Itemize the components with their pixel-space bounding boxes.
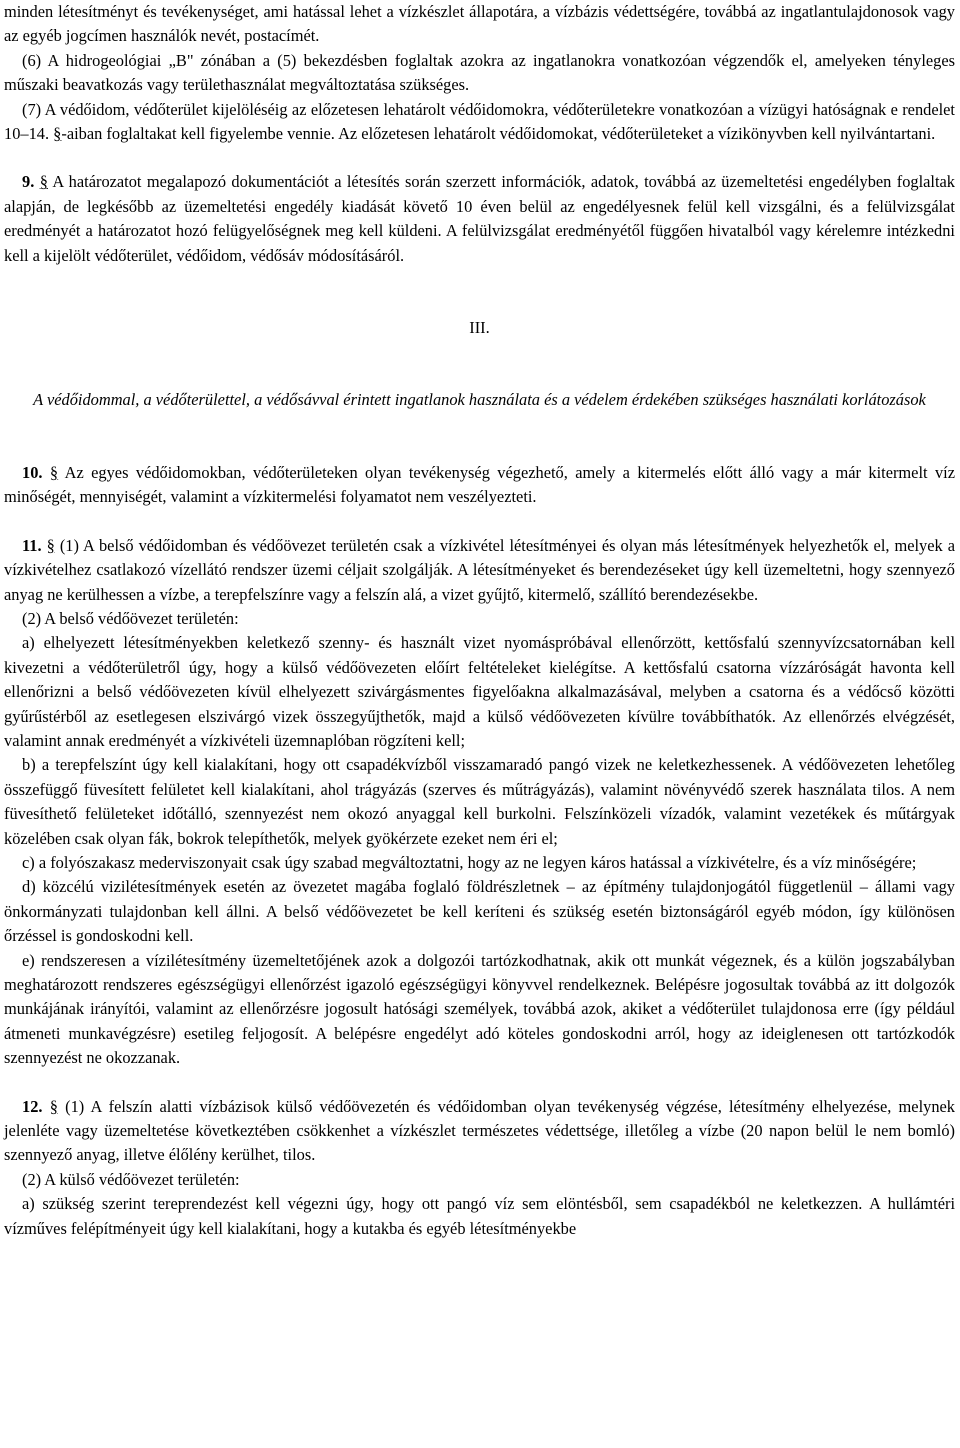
paragraph-7-text-a: (7) A védőidom, védőterület kijelöléséig az előzetesen lehatárolt védőidomokra, védőterületekre vonatkozóan a vízügyi hatóságnak e rendelet 10–14.: [4, 99, 955, 144]
section-12-text: (1) A felszín alatti vízbázisok külső védőövezetén és védőidomban olyan tevékenység végzése, létesítmény elhelyezése, melynek jelenléte vagy üzemeltetése következtében csökkenhet a vízkészlet természetes védettsége, illetőleg a vízbe (20 napon belül le nem bomló) szennyező anyag, illetve élőlény kerülhet, tilos.: [4, 1096, 955, 1165]
chapter-title: A védőidommal, a védőterülettel, a védősávval érintett ingatlanok használata és a védelem érdekében szükséges használati korlátozások: [33, 390, 926, 410]
section-11: [4, 534, 955, 607]
section-12-paragraph-2: (2) A külső védőövezet területén:: [22, 1169, 240, 1189]
paragraph-continuation: minden létesítményt és tevékenységet, ami hatással lehet a vízkészlet állapotára, a vízbázis védettségére, továbbá az ingatlantulajdonosok vagy az egyéb jogcímen használók nevét, postacímét.: [4, 2, 955, 46]
section-11-text: (1) A belső védőidomban és védőövezet területén csak a vízkivétel létesítményei és olyan más létesítmények helyezhetők el, melyek a vízkivételhez csatlakozó vízellátó rendszer üzemi céljait szolgálják. A létesítményeket és berendezéseket úgy kell üzemeltetni, hogy szennyező anyag ne kerülhessen a vízbe, a terepfelszínre vagy a felszín alá, a vizet gyűjtő, kitermelő, szállító berendezésekbe.: [4, 535, 956, 604]
paragraph-7: [4, 98, 955, 147]
section-10-text: Az egyes védőidomokban, védőterületeken olyan tevékenység végezhető, amely a kitermelés előtt álló vagy a már kitermelt víz minőségét, mennyiségét, valamint a vízkitermelési folyamatot nem veszélyezteti.: [4, 462, 955, 507]
section-9-text: A határozatot megalapozó dokumentációt a létesítés során szerzett információk, adatok, továbbá az üzemeltetési engedélyben foglaltak alapján, de legkésőbb az üzemeltetési engedély kiadását követő 10 éven belül az engedélyesnek felül kell vizsgálni, és a felülvizsgálat eredményét a határozatot hozó felügyelőségnek meg kell küldeni. A felülvizsgálat eredményétől függően hivatalból vagy kérelemre intézkedni kell a kijelölt védőterület, védőidom, védősáv módosításáról.: [4, 172, 956, 265]
section-10-number: 10.: [22, 462, 43, 482]
section-11-item-e: e) rendszeresen a vízilétesítmény üzemeltetőjének azok a dolgozói tartózkodhatnak, akik ott munkát végeznek, és a külön jogszabályban meghatározott rendszeres egészségügyi ellenőrzést igazoló egészségügyi könyvvel rendelkeznek. Belépésre jogosultak továbbá az itt dolgozók munkájának irányítói, valamint az ellenőrzésre jogosult hatósági személyek, továbbá azok, akiket a védőterület tulajdonosa erre (így például átmeneti munkavégzésre) esetileg feljogosít. A belépésre engedélyt adó köteles gondoskodni arról, hogy az ideiglenesen ott tartózkodók szennyezést ne okozzanak.: [4, 950, 955, 1068]
section-10: [4, 461, 955, 510]
section-11-paragraph-2: (2) A belső védőövezet területén:: [22, 608, 239, 628]
section-11-item-a: a) elhelyezett létesítményekben keletkező szenny- és használt vizet nyomáspróbával ellenőrzött, kettősfalú szennyvízcsatornában kell kivezetni a védőterületről úgy, hogy a külső védőövezeten előírt feltételeket kielégítse. A kettősfalú csatorna vízzáróságát havonta kell ellenőrizni a belső védőövezeten kívül elhelyezett szivárgásmentes figyelőakna alkalmazásával, melyben a csatorna és a védőcső közötti gyűrűstérből az esetlegesen elszivárgó vizek összegyűjthetők, majd a külső védőövezeten kívülre továbbíthatók. Az ellenőrzés elvégzését, valamint annak eredményét a vízkivételi üzemnaplóban rögzíteni kell;: [4, 633, 955, 750]
chapter-heading: III.: [469, 318, 490, 338]
section-11-item-b: b) a terepfelszínt úgy kell kialakítani, hogy ott csapadékvízből visszamaradó pangó vizek ne keletkezhessenek. A védőövezeten lehetőleg összefüggő füvesített felületet kell kialakítani, ahol trágyázás (szerves és műtrágyázás), valamint növényvédő szerek használata tilos. A nem füvesíthető felületeket időtálló, szennyezést nem okozó anyaggal kell burkolni. Felszínközeli vízadók, valamint vezetékek és műtárgyak közelében csak olyan fák, bokrok telepíthetők, melyek gyökérzete ezeket nem éri el;: [4, 755, 955, 848]
section-12: [4, 1095, 955, 1168]
section-11-symbol[interactable]: §: [46, 535, 55, 555]
paragraph-6: (6) A hidrogeológiai „B" zónában a (5) bekezdésben foglaltak azokra az ingatlanokra vonatkozóan végzendők el, amelyeken tényleges műszaki beavatkozás vagy területhasználat megváltoztatása szükséges.: [4, 50, 955, 95]
section-11-item-d: d) közcélú vizilétesítmények esetén az övezetet magába foglaló földrészletnek – az építmény tulajdonjogától függetlenül – állami vagy önkormányzati tulajdonban kell állni. A belső védőövezetet be kell keríteni és szükség esetén biztonságáról egyéb módon, így különösen őrzéssel is gondoskodni kell.: [4, 877, 955, 946]
section-9: [4, 170, 955, 268]
section-11-number: 11.: [22, 535, 42, 555]
section-12-symbol[interactable]: §: [49, 1096, 58, 1116]
section-12-number: 12.: [22, 1096, 43, 1116]
section-9-number: 9.: [22, 172, 35, 192]
section-10-symbol[interactable]: §: [49, 462, 59, 482]
section-11-item-c: c) a folyószakasz mederviszonyait csak úgy szabad megváltoztatni, hogy az ne legyen káros hatással a vízkivételre, és a víz minőségére;: [22, 852, 917, 872]
paragraph-7-text-b: -aiban foglaltakat kell figyelembe vennie. Az előzetesen lehatárolt védőidomokat, védőterületeket a vízikönyvben kell nyilvántartani.: [61, 124, 936, 144]
section-link[interactable]: §: [53, 124, 62, 144]
section-12-item-a: a) szükség szerint tereprendezést kell végezni úgy, hogy ott pangó víz sem elöntésből, sem csapadékból ne keletkezzen. A hullámtéri vízműves felépítményeit úgy kell kialakítani, hogy a kutakba és egyéb létesítményekbe: [4, 1194, 955, 1238]
section-9-symbol[interactable]: §: [39, 172, 48, 192]
